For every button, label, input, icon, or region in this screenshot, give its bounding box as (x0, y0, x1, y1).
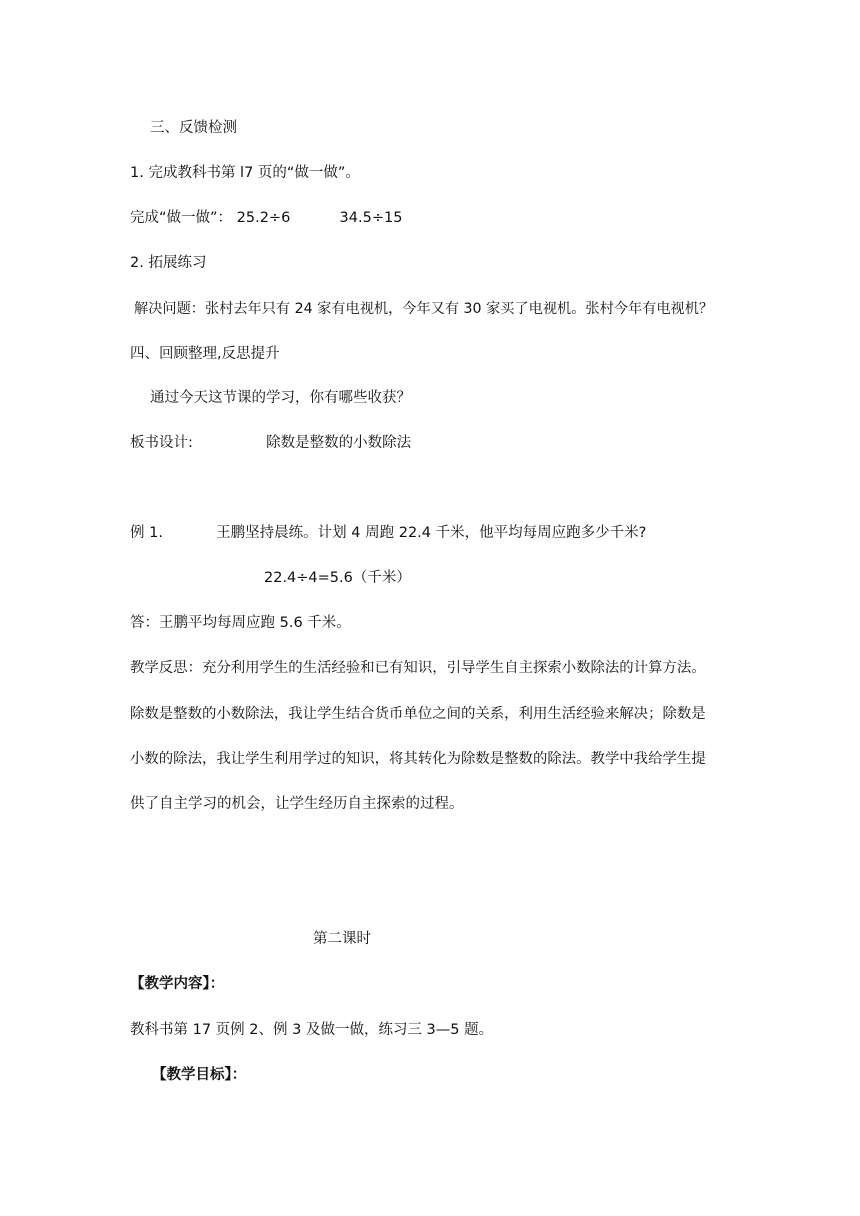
example-label: 例 1. (130, 525, 163, 541)
item1-expr1: 25.2÷6 (236, 210, 291, 226)
section3-item1-detail (130, 208, 402, 228)
reflection-line-2: 除数是整数的小数除法，我让学生结合货币单位之间的关系，利用生活经验来解决；除数是 (130, 706, 706, 722)
section4-question: 通过今天这节课的学习，你有哪些收获？ (150, 390, 411, 406)
reflection-line-3: 小数的除法，我让学生利用学过的知识，将其转化为除数是整数的除法。教学中我给学生提 (130, 751, 706, 767)
item1-detail-label: 完成“做一做”： (130, 210, 233, 226)
item1-expr2: 34.5÷15 (339, 210, 403, 226)
section3-item1: 1. 完成教科书第 l7 页的“做一做”。 (130, 165, 360, 181)
example-row (130, 523, 646, 543)
content-heading: 【教学内容】： (130, 976, 225, 992)
board-row (130, 433, 411, 453)
section4-heading: 四、回顾整理,反思提升 (130, 346, 280, 362)
content-text: 教科书第 17 页例 2、例 3 及做一做，练习三 3—5 题。 (130, 1022, 494, 1038)
reflection-line-1: 教学反思：充分利用学生的生活经验和已有知识，引导学生自主探索小数除法的计算方法。 (130, 660, 706, 676)
section3-item2: 2. 拓展练习 (130, 255, 207, 271)
section3-item2-problem: 解决问题：张村去年只有 24 家有电视机，今年又有 30 家买了电视机。张村今年有电视机？ (134, 301, 714, 317)
board-label: 板书设计: (130, 435, 193, 451)
reflection-line-4: 供了自主学习的机会，让学生经历自主探索的过程。 (130, 796, 464, 812)
example-equation: 22.4÷4=5.6（千米） (264, 570, 411, 586)
example-text: 王鹏坚持晨练。计划 4 周跑 22.4 千米，他平均每周应跑多少千米? (216, 525, 647, 541)
section3-heading: 三、反馈检测 (150, 120, 237, 136)
goals-heading: 【教学目标】： (152, 1067, 247, 1083)
example-answer: 答：王鹏平均每周应跑 5.6 千米。 (130, 615, 351, 631)
board-title: 除数是整数的小数除法 (266, 435, 412, 451)
lesson2-title: 第二课时 (313, 931, 371, 947)
